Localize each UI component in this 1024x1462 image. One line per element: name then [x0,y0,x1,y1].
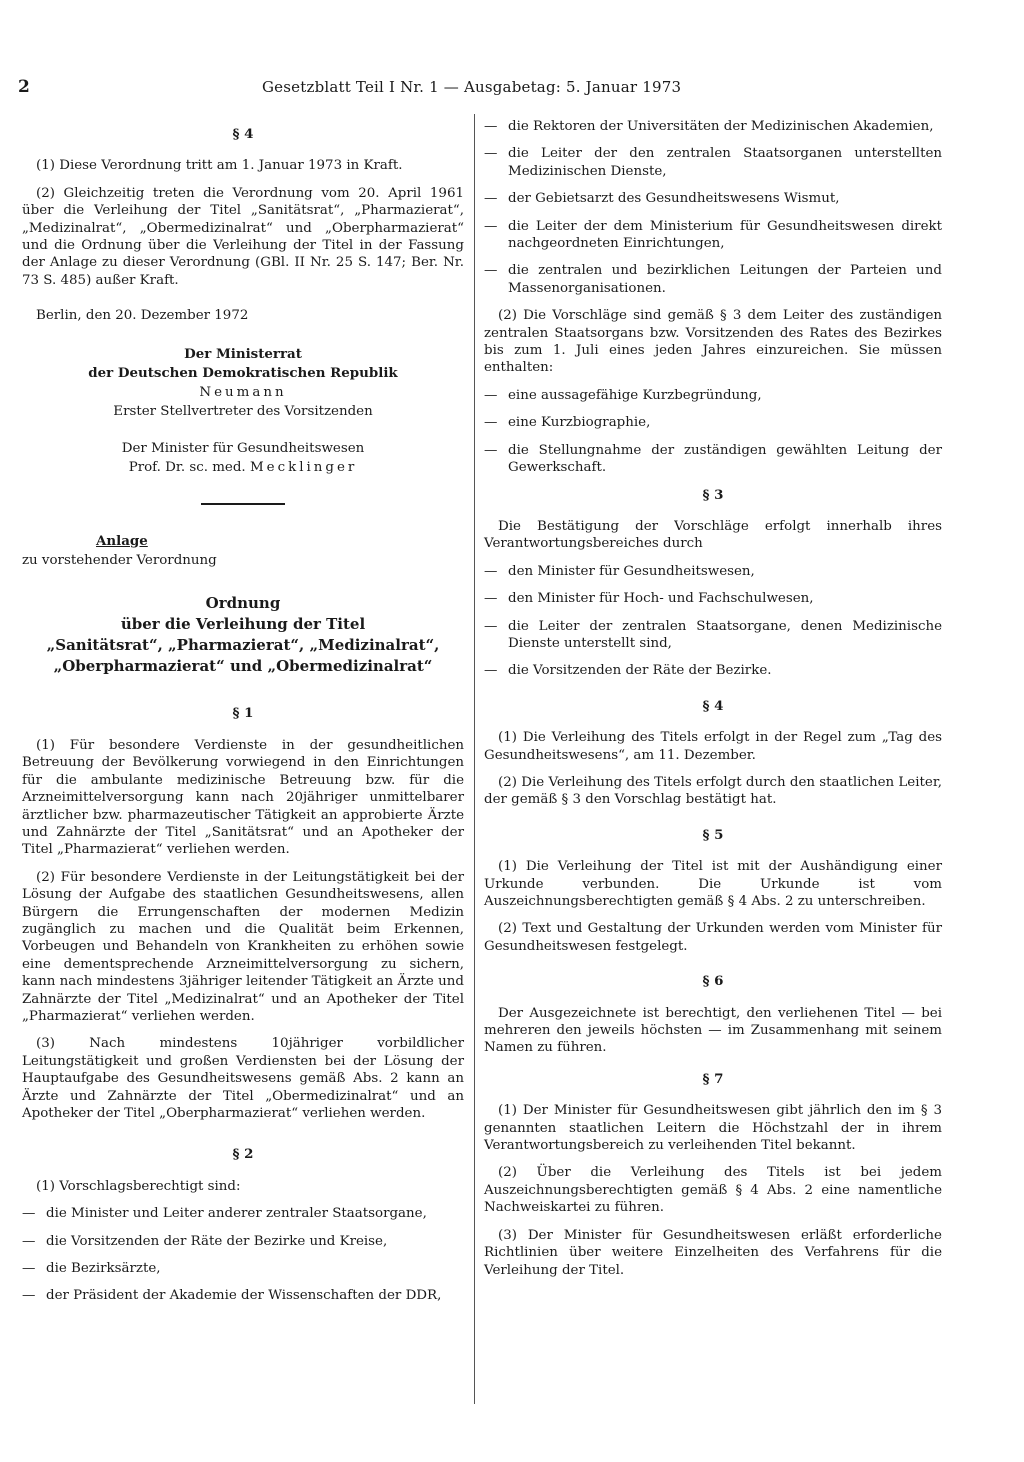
list-item-text: eine aussagefähige Kurzbegründung, [508,387,762,403]
list-item-text: der Gebietsarzt des Gesundheitswesens Wismut, [508,191,840,207]
title-line: „Oberpharmazierat“ und „Obermedizinalrat“ [53,657,433,676]
list-item [484,563,942,580]
list-item [484,590,942,607]
dash-bullet: — [22,1261,36,1277]
list-item [484,218,942,253]
list-item-text: die Stellungnahme der zuständigen gewählten Leitung der Gewerkschaft. [508,442,942,476]
dash-bullet: — [484,119,498,134]
list-item [484,387,942,404]
list-item [484,262,942,297]
list-item-text: die Leiter der den zentralen Staatsorganen unterstellten Medizinischen Dienste, [508,146,942,179]
paragraph: (2) Für besondere Verdienste in der Leitungstätigkeit bei der Lösung der Aufgabe des staatlichen Gesundheitswesens, allen Bürgern die Errungenschaften der modernen Medizin zugänglich zu machen und die Qualität beim Erkennen, Vorbeugen und Behandeln von Krankheiten zu erhöhen sowie eine dementsprechende Arzneimittelversorgung zu sichern, kann nach mindestens 3jähriger leitender Tätigkeit an Ärzte und Zahnärzte der Titel „Medizinalrat“ und an Apotheker der Titel „Pharmazierat“ verliehen werden. [22,869,464,1024]
dash-bullet: — [484,218,498,234]
list-item-text: die Vorsitzenden der Räte der Bezirke. [508,663,772,679]
dash-bullet: — [484,442,498,458]
title-line: Ordnung [205,594,281,613]
paragraph: (2) Die Verleihung des Titels erfolgt durch den staatlichen Leiter, der gemäß § 3 den Vorschlag bestätigt hat. [484,774,942,808]
signatory-role: Erster Stellvertreter des Vorsitzenden [113,403,373,419]
anlage-subtitle: zu vorstehender Verordnung [22,553,217,569]
dash-bullet: — [484,191,498,207]
separator-rule [201,503,285,505]
list-item-text: die Leiter der dem Ministerium für Gesundheitswesen direkt nachgeordneten Einrichtungen, [508,218,942,252]
list-item-text: die Leiter der zentralen Staatsorgane, denen Medizinische Dienste unterstellt sind, [508,618,942,651]
paragraph: Die Bestätigung der Vorschläge erfolgt innerhalb ihres Verantwortungsbereiches durch [484,518,942,552]
paragraph: (2) Text und Gestaltung der Urkunden werden vom Minister für Gesundheitswesen festgelegt. [484,921,942,954]
paragraph: (2) Die Vorschläge sind gemäß § 3 dem Leiter des zuständigen zentralen Staatsorgans bzw. Vorsitzenden des Rates des Bezirkes bis zum 1. Juli eines jeden Jahres einzureichen. Sie müssen enthalten: [484,308,942,376]
dash-bullet: — [484,618,498,634]
section-heading-1: § 1 [232,705,254,722]
list-item-text: eine Kurzbiographie, [508,415,651,431]
dash-bullet: — [484,663,498,679]
signatory-body: Der Ministerrat [184,345,302,362]
paragraph: (2) Über die Verleihung des Titels ist bei jedem Auszeichnungsberechtigten gemäß § 4 Abs. 2 eine namentliche Nachweiskartei zu führen. [484,1165,942,1216]
paragraph: (2) Gleichzeitig treten die Verordnung vom 20. April 1961 über die Verleihung der Titel „Sanitätsrat“, „Pharmazierat“, „Medizinalrat“, „Obermedizinalrat“ und „Oberpharmazierat“ und die Ordnung über die Verleihung der Titel in der Fassung der Anlage zu dieser Verordnung (GBl. II Nr. 25 S. 147; Ber. Nr. 73 S. 485) außer Kraft. [22,185,464,288]
section-heading-6: § 6 [702,973,724,990]
list-item [484,190,942,207]
dash-bullet: — [484,563,498,579]
paragraph: (1) Für besondere Verdienste in der gesundheitlichen Betreuung der Bevölkerung vorwiegend in den Einrichtungen für die ambulante medizinische Betreuung bzw. für die Arzneimittelversorgung kann nach 20jähriger unmittelbarer ärztlicher bzw. pharmazeutischer Tätigkeit an approbierte Ärzte und Zahnärzte der Titel „Sanitätsrat“ und an Apotheker der Titel „Pharmazierat“ verliehen werden. [22,737,464,858]
dash-bullet: — [484,415,498,431]
paragraph: (1) Der Minister für Gesundheitswesen gibt jährlich den im § 3 genannten staatlichen Leitern die Höchstzahl der in ihrem Verantwortungsbereich zu verleihenden Titel bekannt. [484,1103,942,1154]
signatory-body: der Deutschen Demokratischen Republik [88,364,398,381]
section-heading-5: § 5 [702,826,724,843]
list-item-text: die Minister und Leiter anderer zentraler Staatsorgane, [46,1206,427,1222]
list-item-text: der Präsident der Akademie der Wissenschaften der DDR, [46,1288,442,1304]
paragraph: (1) Die Verleihung der Titel ist mit der Aushändigung einer Urkunde verbunden. Die Urkunde ist vom Auszeichnungsberechtigten gemäß § 4 Abs. 2 zu unterschreiben. [484,859,942,909]
dash-bullet: — [22,1288,36,1304]
page-number: 2 [18,77,30,97]
list-item [484,662,942,679]
list-item [22,1233,464,1250]
paragraph: (1) Die Verleihung des Titels erfolgt in der Regel zum „Tag des Gesundheitswesens“, am 11. Dezember. [484,730,942,763]
dash-bullet: — [484,146,498,162]
list-item [22,1287,464,1304]
signatory-name: Mecklinger [249,459,358,475]
list-item [484,145,942,180]
list-item-text: den Minister für Hoch- und Fachschulwesen, [508,591,814,607]
ordinance-title [22,593,464,677]
paragraph: (3) Nach mindestens 10jähriger vorbildlicher Leitungstätigkeit und großen Verdiensten bei der Lösung der Hauptaufgabe des Gesundheitswesens gemäß Abs. 2 kann an Ärzte und Zahnärzte der Titel „Obermedizinalrat“ und an Apotheker der Titel „Oberpharmazierat“ verliehen werden. [22,1036,464,1121]
signatory-body: Der Minister für Gesundheitswesen [121,440,365,456]
right-column [484,118,942,1289]
list-item [484,442,942,477]
title-line: über die Verleihung der Titel [120,615,366,634]
list-item [484,414,942,431]
signatory-line [22,458,464,477]
column-divider [474,114,475,1404]
list-item-text: die zentralen und bezirklichen Leitungen der Parteien und Massenorganisationen. [508,263,942,296]
list-item [484,618,942,653]
left-column [22,118,464,1315]
dash-bullet: — [484,591,498,607]
paragraph: (3) Der Minister für Gesundheitswesen erläßt erforderliche Richtlinien über weitere Einzelheiten des Verfahrens für die Verleihung der Titel. [484,1227,942,1278]
list-item [22,1260,464,1277]
section-heading-2: § 2 [232,1146,254,1163]
list-item-text: die Vorsitzenden der Räte der Bezirke und Kreise, [46,1233,388,1249]
list-item [22,1205,464,1222]
dash-bullet: — [484,263,498,279]
list-item-text: den Minister für Gesundheitswesen, [508,563,755,579]
signatory-name: Neumann [199,384,287,400]
section-heading-7: § 7 [702,1070,724,1087]
list-item [484,118,942,135]
dash-bullet: — [484,387,498,403]
paragraph: (1) Diese Verordnung tritt am 1. Januar 1973 in Kraft. [36,158,403,174]
paragraph: Der Ausgezeichnete ist berechtigt, den verliehenen Titel — bei mehreren den jeweils höchsten — im Zusammenhang mit seinem Namen zu führen. [484,1005,942,1056]
section-heading-3: § 3 [702,486,724,503]
section-heading-4: § 4 [232,126,254,142]
paragraph: (1) Vorschlagsberechtigt sind: [36,1178,241,1194]
place-date: Berlin, den 20. Dezember 1972 [36,308,249,324]
running-header: Gesetzblatt Teil I Nr. 1 — Ausgabetag: 5. Januar 1973 [262,78,682,96]
dash-bullet: — [22,1233,36,1249]
title-line: „Sanitätsrat“, „Pharmazierat“, „Medizinalrat“, [46,636,440,655]
list-item-text: die Bezirksärzte, [46,1261,161,1277]
list-item-text: die Rektoren der Universitäten der Medizinischen Akademien, [508,119,934,134]
dash-bullet: — [22,1206,36,1222]
signatory-prefix: Prof. Dr. sc. med. [128,459,246,475]
section-heading-4: § 4 [702,697,724,714]
anlage-heading: Anlage [96,532,148,549]
